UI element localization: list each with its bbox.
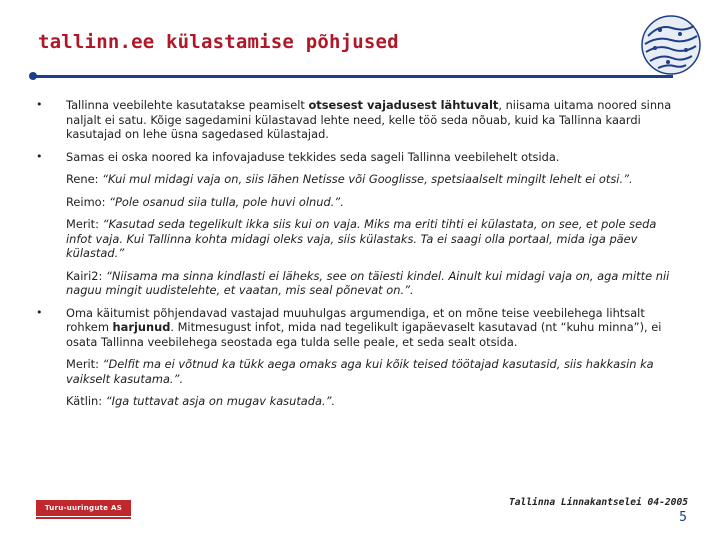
- quote-speaker: Rene:: [66, 172, 103, 186]
- bullet-emphasis: harjunud: [112, 320, 171, 334]
- quote-item: [36, 357, 676, 386]
- quote-text: “Kui mul midagi vaja on, siis lähen Netisse või Googlisse, spetsiaalselt mingilt lehelt ei otsi.”.: [102, 172, 633, 186]
- quote-text: “Kasutad seda tegelikult ikka siis kui on vaja. Miks ma eriti tihti ei külastata, on see, et pole seda infot vaja. Kui Tallinna kohta midagi oleks vaja, siis külastaks. Ta ei saagi olla portaal, mida iga päev külastad.”: [66, 217, 657, 260]
- quote-item: [36, 172, 676, 187]
- bullet-emphasis: otsesest vajadusest lähtuvalt: [308, 98, 499, 112]
- footer-source: Tallinna Linnakantselei 04-2005: [508, 497, 688, 508]
- quote-item: [36, 217, 676, 261]
- quote-item: [36, 394, 676, 409]
- turu-uuringute-logo: Turu-uuringute AS: [36, 500, 131, 516]
- quote-text: “Iga tuttavat asja on mugav kasutada.”.: [105, 394, 336, 408]
- bullet-item: [36, 98, 676, 142]
- bullet-item: [36, 150, 676, 165]
- page-number: 5: [679, 510, 687, 525]
- title-underline: [33, 75, 673, 78]
- bullet-text: . Mitmesugust infot, mida nad tegelikult igapäevaselt kasutavad (nt “kuhu minna”), ei osata Tallinna veebilehega seostada ega tulda selle peale, et seda sealt otsida.: [66, 320, 662, 349]
- quote-item: [36, 269, 676, 298]
- bullet-text: Oma käitumist põhjendavad vastajad muuhulgas argumendiga, et on mõne teise veebilehega lihtsalt rohkem: [66, 305, 645, 334]
- footer-logo-underline: [36, 517, 131, 519]
- bullet-icon: •: [36, 149, 43, 163]
- bullet-icon: •: [36, 305, 43, 319]
- bullet-icon: •: [36, 98, 43, 111]
- bullet-text: Tallinna veebilehte kasutatakse peamiselt: [66, 98, 309, 112]
- bullet-text: Samas ei oska noored ka infovajaduse tekkides seda sageli Tallinna veebilehelt otsida.: [66, 149, 560, 164]
- quote-item: [36, 195, 676, 210]
- slide-title: tallinn.ee külastamise põhjused: [38, 31, 399, 53]
- quote-text: “Delfit ma ei võtnud ka tükk aega omaks aga kui kõik teised töötajad kasutasid, siis hakkasin ka vaikselt kasutama.”.: [66, 357, 654, 386]
- quote-text: “Pole osanud siia tulla, pole huvi olnud.”.: [109, 194, 344, 209]
- quote-speaker: Kätlin:: [66, 394, 106, 408]
- bullet-item: [36, 306, 676, 350]
- quote-speaker: Reimo:: [66, 194, 110, 209]
- quote-speaker: Merit:: [66, 357, 103, 371]
- quote-text: “Niisama ma sinna kindlasti ei läheks, see on täiesti kindel. Ainult kui midagi vaja on, aga mitte nii naguu mingit uudistelehte, et vaatan, mis seal põnevat on.”.: [66, 268, 670, 297]
- title-underline-dot: [29, 72, 37, 80]
- bullet-text: , niisama uitama noored sinna naljalt ei satu. Kõige sagedamini külastavad lehte need, kelle töö seda nõuab, kuid ka Tallinna kaardi kasutajad on lehe üsna sagedased külastajad.: [66, 98, 672, 141]
- slide-content: [36, 98, 676, 417]
- quote-speaker: Kairi2:: [66, 268, 106, 283]
- tallinn-logo-icon: [640, 14, 702, 76]
- quote-speaker: Merit:: [66, 217, 103, 231]
